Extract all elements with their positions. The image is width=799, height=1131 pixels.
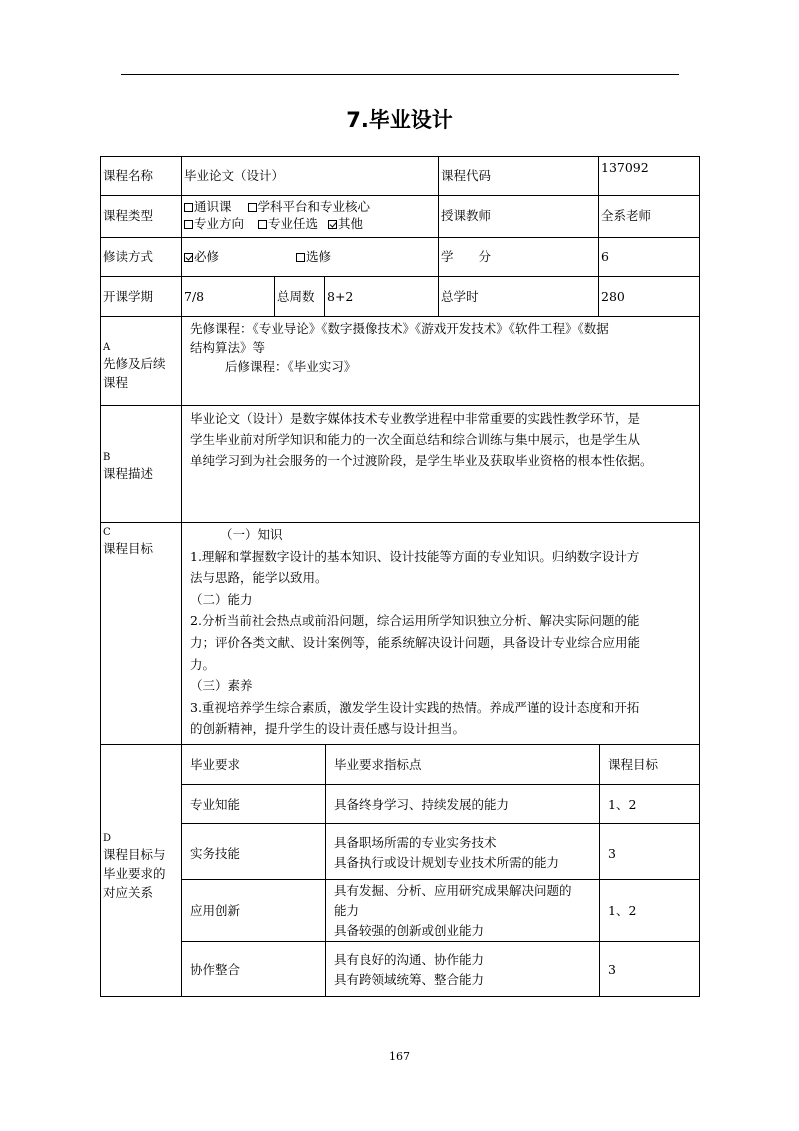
prereq-content: 先修课程：《专业导论》《数字摄像技术》《游戏开发技术》《软件工程》《数据 结构算法》等 后修课程：《毕业实习》: [190, 321, 609, 374]
checkbox-icon: [248, 203, 257, 212]
course-type-options: [184, 198, 370, 232]
weeks-value: 8+2: [327, 289, 354, 304]
option-direction[interactable]: 专业方向: [184, 216, 244, 231]
prereq-label: A 先修及后续 课程: [103, 342, 166, 390]
mapping-header-points: 毕业要求指标点: [334, 757, 422, 772]
mapping-row-points: 具有发掘、分析、应用研究成果解决问题的 能力 具备较强的创新或创业能力: [334, 883, 572, 938]
mapping-header-goal: 课程目标: [608, 757, 659, 772]
course-name-label: 课程名称: [103, 168, 154, 183]
header-rule: [121, 74, 679, 75]
description-label: B 课程描述: [103, 452, 154, 481]
weeks-label: 总周数: [277, 289, 315, 304]
option-optional[interactable]: 选修: [296, 248, 331, 265]
credit-value: 6: [601, 249, 609, 264]
objectives-content: （一）知识 1.理解和掌握数字设计的基本知识、设计技能等方面的专业知识。归纳数字设计方 法与思路，能学以致用。 （二）能力 2.分析当前社会热点或前沿问题，综合运用所学知识独立分析、解决实际问题的能 力；评价各类文献、设计案例等，能系统解决设计问题，具备设计专业综合应用能 力。 （三）素养 3.重视培养学生综合素质，激发学生设计实践的热情。养成严谨的设计态度和开拓 的创新精神，提升学生的设计责任感与设计担当。: [190, 527, 641, 737]
option-core[interactable]: 学科平台和专业核心: [248, 199, 371, 214]
hours-value: 280: [601, 289, 625, 304]
option-elective[interactable]: 专业任选: [258, 216, 318, 231]
mapping-row-goal: 1、2: [608, 903, 637, 918]
mapping-row-goal: 3: [608, 846, 616, 861]
credit-label: 学 分: [441, 249, 492, 264]
mapping-row-goal: 3: [608, 962, 616, 977]
option-other[interactable]: 其他: [328, 216, 363, 231]
section-title: 7.毕业设计: [346, 108, 453, 132]
mapping-header-req: 毕业要求: [190, 757, 241, 772]
teacher-label: 授课教师: [441, 208, 492, 223]
mapping-row-req: 实务技能: [190, 846, 241, 861]
semester-label: 开课学期: [103, 289, 154, 304]
mapping-row-point: 具备终身学习、持续发展的能力: [334, 797, 510, 812]
option-general[interactable]: 通识课: [184, 199, 232, 214]
checkbox-icon: [258, 220, 267, 229]
semester-value: 7/8: [184, 289, 205, 304]
mapping-row-points: 具有良好的沟通、协作能力 具有跨领域统筹、整合能力: [334, 952, 485, 987]
mapping-row-req: 专业知能: [190, 797, 241, 812]
mapping-row-goal: 1、2: [608, 797, 637, 812]
teacher-value: 全系老师: [601, 208, 652, 223]
checked-checkbox-icon: [184, 253, 193, 262]
checkbox-icon: [296, 253, 305, 262]
option-required[interactable]: 必修: [184, 248, 219, 265]
study-mode-label: 修读方式: [103, 249, 154, 264]
course-code-label: 课程代码: [441, 168, 492, 183]
course-name-value: 毕业论文（设计）: [184, 168, 285, 183]
course-code-value: 137092: [601, 160, 649, 175]
page-number: 167: [389, 1050, 410, 1063]
checkbox-icon: [184, 220, 193, 229]
mapping-row-req: 应用创新: [190, 903, 241, 918]
course-type-label: 课程类型: [103, 208, 154, 223]
description-content: 毕业论文（设计）是数字媒体技术专业教学进程中非常重要的实践性教学环节，是 学生毕业前对所学知识和能力的一次全面总结和综合训练与集中展示，也是学生从 单纯学习到为社会服务的一个过渡阶段，是学生毕业及获取毕业资格的根本性依据。: [190, 411, 653, 468]
mapping-row-req: 协作整合: [190, 962, 241, 977]
hours-label: 总学时: [441, 289, 479, 304]
mapping-label: D 课程目标与 毕业要求的 对应关系: [103, 833, 166, 900]
mapping-row-points: 具备职场所需的专业实务技术 具备执行或设计规划专业技术所需的能力: [334, 835, 560, 870]
objectives-label: C 课程目标: [103, 527, 154, 556]
checked-checkbox-icon: [328, 220, 337, 229]
checkbox-icon: [184, 203, 193, 212]
